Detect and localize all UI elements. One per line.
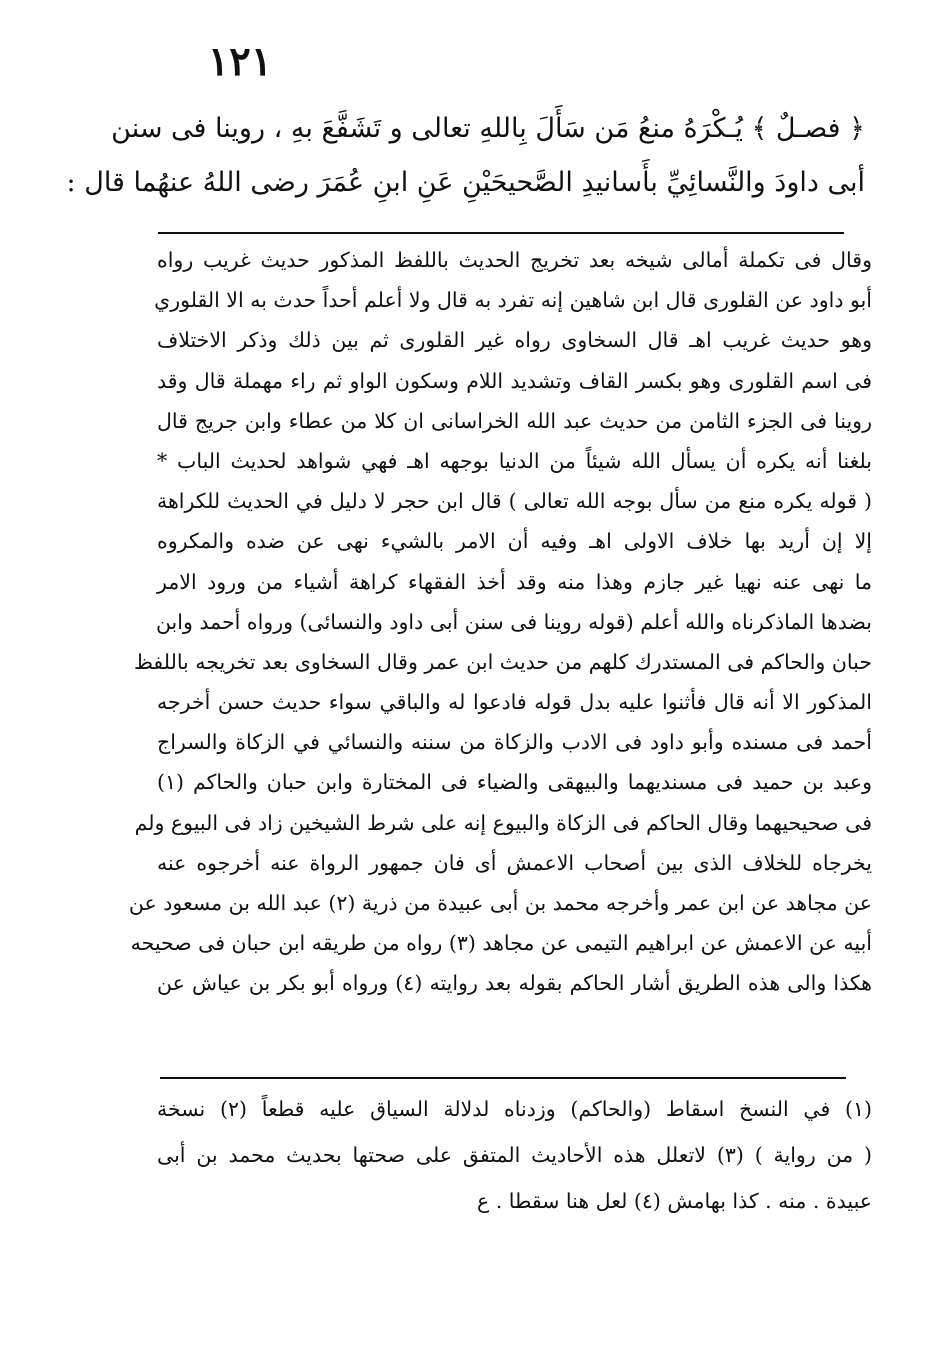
commentary-line: المذكور الا أنه قال فأثنوا عليه بدل قوله فادعوا له والباقي سواء حديث حسن أخرجه: [157, 690, 872, 715]
commentary-line: فى صحيحيهما وقال الحاكم فى الزكاة والبيوع إنه على شرط الشيخين زاد فى البيوع ولم: [134, 810, 872, 835]
footnote-line: ( من رواية ) (٣) لاتعلل هذه الأحاديث المتفق على صحتها بحديث محمد بن أبى: [157, 1143, 872, 1167]
commentary-line: يخرجاه للخلاف الذى بين أصحاب الاعمش أى فان جمهور الرواة عنه أخرجوه عنه: [157, 850, 872, 875]
commentary-line: حبان والحاكم فى المستدرك كلهم من حديث ابن عمر وقال السخاوى بعد تخريجه باللفظ: [133, 649, 872, 674]
commentary-line: ما نهى عنه نهيا غير جازم وهذا منه وقد أخذ الفقهاء كراهة أشياء من ورود الامر: [157, 569, 872, 594]
page-number: ١٢١: [207, 38, 273, 85]
commentary-line: عن مجاهد عن ابن عمر وأخرجه محمد بن أبى عبيدة من ذرية (٢) عبد الله بن مسعود عن: [128, 891, 872, 915]
footnotes-block: [157, 1086, 872, 1224]
commentary-line: وهو حديث غريب اهـ قال السخاوى رواه غير القلورى ثم بين ذلك وذكر الاختلاف: [157, 328, 872, 353]
main-text-block: [66, 102, 865, 210]
footnote-divider: [160, 1077, 846, 1079]
main-text-line: أبى داودَ والنَّسائِيِّ بأَسانيدِ الصَّحيحَيْنِ عَنِ ابنِ عُمَرَ رضى اللهُ عنهُما قال :: [66, 167, 865, 198]
footnote-line: عبيدة . منه . كذا بهامش (٤) لعل هنا سقطا . ع: [477, 1189, 872, 1213]
commentary-line: أبو داود عن القلورى قال ابن شاهين إنه تفرد به قال ولا أعلم أحداً حدث به الا القلوري: [154, 288, 872, 313]
main-text-line: ﴿ فصـلٌ ﴾ يُـكْرَهُ منعُ مَن سَأَلَ بِاللهِ تعالى و تَشَفَّعَ بهِ ، روينا فى سنن: [111, 113, 865, 144]
commentary-line: وقال فى تكملة أمالى شيخه بعد تخريج الحديث باللفظ المذكور حديث غريب رواه: [157, 248, 872, 272]
commentary-line: أحمد فى مسنده وأبو داود فى الادب والزكاة من سننه والنسائي في الزكاة والسراج: [157, 730, 872, 755]
commentary-line: وعبد بن حميد فى مسنديهما والبيهقى والضياء فى المختارة وابن حبان والحاكم (١): [157, 770, 872, 795]
commentary-block: [128, 240, 872, 1004]
commentary-line: إلا إن أريد بها خلاف الاولى اهـ وفيه أن الامر بالشيء نهى عن ضده والمكروه: [157, 529, 872, 554]
commentary-line: روينا فى الجزء الثامن من حديث عبد الله الخراسانى ان كلا من عطاء وابن جريج قال: [157, 408, 872, 433]
commentary-line: هكذا والى هذه الطريق أشار الحاكم بقوله بعد روايته (٤) ورواه أبو بكر بن عياش عن: [157, 971, 872, 996]
commentary-line: فى اسم القلورى وهو بكسر القاف وتشديد اللام وسكون الواو ثم راء مهملة قال وقد: [157, 368, 872, 393]
commentary-line: أبيه عن الاعمش عن ابراهيم التيمى عن مجاهد (٣) رواه من طريقه ابن حبان فى صحيحه: [130, 931, 872, 956]
footnote-line: (١) في النسخ اسقاط (والحاكم) وزدناه لدلالة السياق عليه قطعاً (٢) نسخة: [157, 1097, 873, 1121]
section-divider: [158, 232, 844, 234]
commentary-line: ( قوله يكره منع من سأل بوجه الله تعالى ) قال ابن حجر لا دليل في الحديث للكراهة: [157, 489, 872, 514]
commentary-line: بضدها الماذكرناه والله أعلم (قوله روينا فى سنن أبى داود والنسائى) ورواه أحمد وابن: [155, 609, 872, 634]
commentary-line: بلغنا أنه يكره أن يسأل الله شيئاً من الدنيا بوجهه اهـ فهي شواهد لحديث الباب *: [157, 448, 872, 473]
